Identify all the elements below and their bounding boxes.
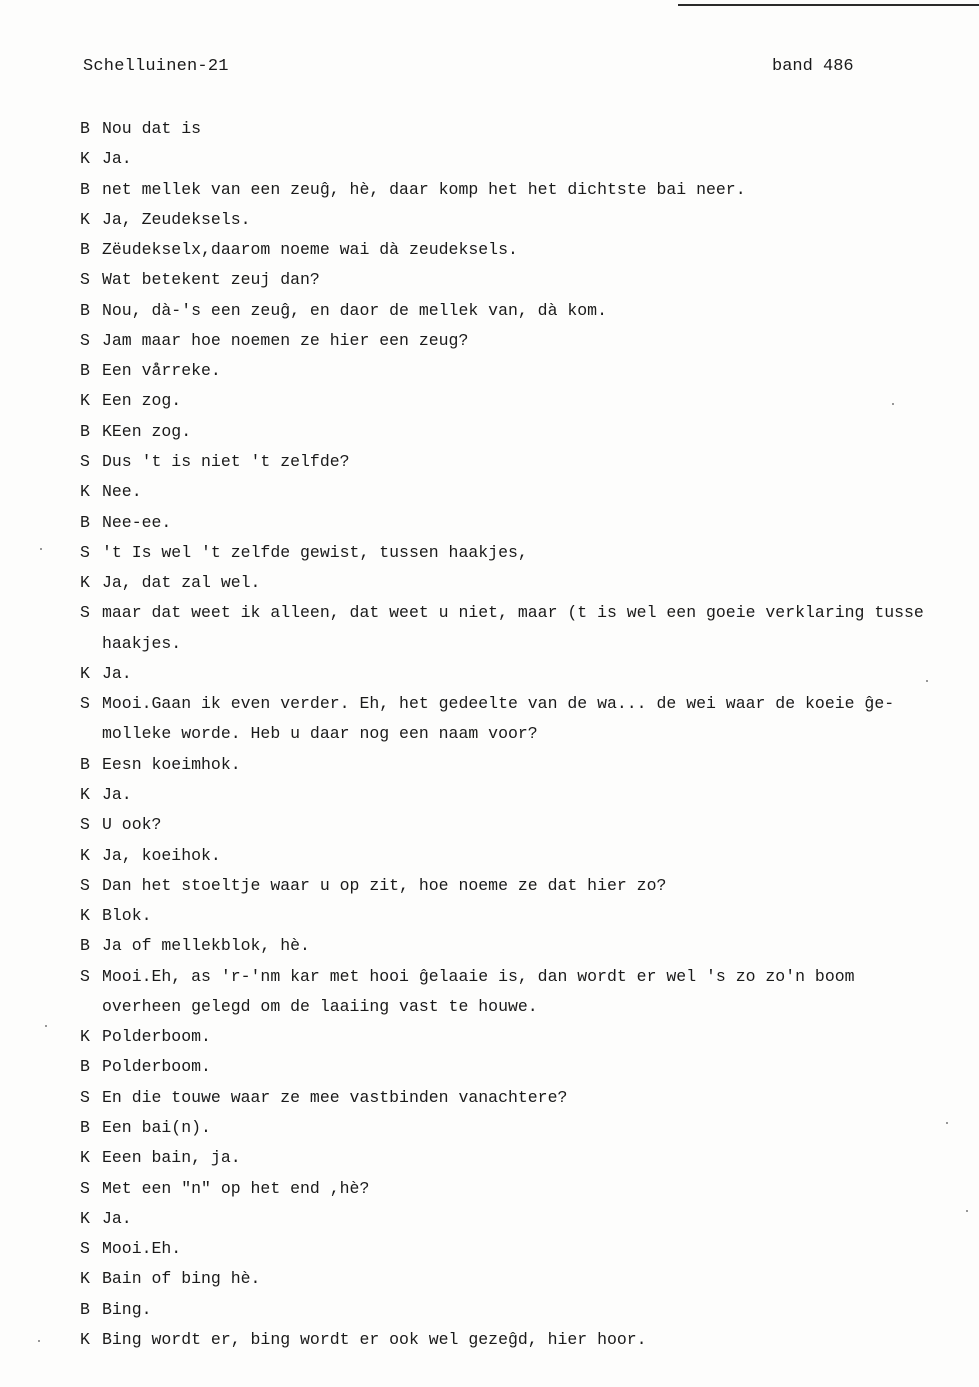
utterance-text: Nee-ee.	[102, 512, 172, 532]
utterance-text: KEen zog.	[102, 421, 192, 441]
speaker-label: S	[80, 966, 90, 986]
utterance-text: Polderboom.	[102, 1027, 211, 1047]
speaker-label: B	[80, 361, 90, 381]
transcript-line	[80, 875, 979, 897]
speaker-label: K	[80, 906, 90, 925]
utterance-text: Mooi.Eh, as 'r-'nm kar met hooi ĝelaaie is, dan wordt er wel 's zo zo'n boom	[102, 966, 855, 986]
utterance-text: Ja.	[102, 149, 132, 169]
transcript-line	[80, 179, 979, 201]
speaker-label: B	[80, 179, 90, 199]
transcript-line	[80, 330, 979, 352]
speaker-label: B	[80, 300, 90, 320]
speaker-label: S	[80, 270, 90, 290]
transcript-line	[80, 602, 979, 624]
utterance-text: net mellek van een zeuĝ, hè, daar komp het het dichtste bai neer.	[102, 179, 746, 199]
transcript-line	[80, 300, 979, 322]
transcript-line	[80, 148, 979, 170]
speaker-label: S	[80, 1087, 90, 1107]
speaker-label: K	[80, 391, 90, 411]
utterance-text: Een vårreke.	[102, 361, 221, 381]
transcript-line	[80, 1026, 979, 1048]
transcript-line	[80, 1117, 979, 1139]
speaker-label: K	[80, 845, 90, 865]
transcript-line	[80, 1299, 979, 1321]
transcript-line	[80, 663, 979, 685]
utterance-text: Nee.	[102, 482, 142, 502]
transcript-line	[80, 935, 979, 957]
utterance-text: Eesn koeimhok.	[102, 754, 241, 774]
speaker-label: B	[80, 754, 90, 774]
utterance-text: Blok.	[102, 906, 152, 925]
utterance-text: Nou dat is	[102, 119, 202, 138]
speaker-label: K	[80, 1027, 90, 1047]
utterance-text: Polderboom.	[102, 1057, 211, 1077]
utterance-text: Jam maar hoe noemen ze hier een zeug?	[102, 330, 469, 350]
scan-speck	[892, 403, 894, 405]
transcript-line	[80, 269, 979, 291]
transcript-line	[80, 784, 979, 806]
speaker-label: S	[80, 542, 90, 562]
speaker-label: B	[80, 1299, 90, 1319]
transcript-line	[80, 1329, 979, 1351]
utterance-text: Ja, dat zal wel.	[102, 573, 261, 592]
transcript-line	[80, 1268, 979, 1290]
utterance-text: Wat betekent zeuj dan?	[102, 270, 320, 290]
speaker-label: K	[80, 149, 90, 169]
speaker-label: K	[80, 573, 90, 592]
scan-speck	[926, 680, 928, 682]
transcript-line	[80, 693, 979, 715]
utterance-text: Ja of mellekblok, hè.	[102, 936, 310, 956]
utterance-text: Dan het stoeltje waar u op zit, hoe noeme ze dat hier zo?	[102, 875, 667, 895]
speaker-label: B	[80, 119, 90, 138]
speaker-label: B	[80, 240, 90, 260]
speaker-label: S	[80, 875, 90, 895]
speaker-label: S	[80, 694, 90, 714]
page-title: Schelluinen-21	[83, 57, 229, 76]
speaker-label: K	[80, 663, 90, 683]
utterance-text: Mooi.Gaan ik even verder. Eh, het gedeelte van de wa... de wei waar de koeie ĝe-	[102, 694, 895, 714]
transcript-line	[80, 1087, 979, 1109]
transcript-line	[80, 239, 979, 261]
speaker-label: S	[80, 603, 90, 623]
utterance-text: Met een "n" op het end ,hè?	[102, 1178, 370, 1198]
tape-number: band 486	[772, 57, 854, 76]
utterance-text: Bing wordt er, bing wordt er ook wel gezeĝd, hier hoor.	[102, 1329, 647, 1349]
transcript-line	[80, 118, 979, 140]
utterance-text: Ja.	[102, 663, 132, 683]
speaker-label: K	[80, 209, 90, 229]
speaker-label: B	[80, 421, 90, 441]
speaker-label: B	[80, 936, 90, 956]
utterance-text: Een zog.	[102, 391, 182, 411]
scan-speck	[38, 1340, 40, 1342]
utterance-text: haakjes.	[102, 633, 182, 653]
transcript-line	[80, 421, 979, 443]
transcript-line	[80, 1238, 979, 1260]
speaker-label: K	[80, 1208, 90, 1228]
utterance-text: Zëudekselx,daarom noeme wai dà zeudeksels.	[102, 240, 518, 260]
speaker-label: B	[80, 1117, 90, 1137]
utterance-text: Bain of bing hè.	[102, 1269, 261, 1289]
speaker-label: K	[80, 1269, 90, 1289]
speaker-label: K	[80, 784, 90, 804]
utterance-text: molleke worde. Heb u daar nog een naam voor?	[102, 724, 538, 744]
utterance-text: Eeen bain, ja.	[102, 1148, 241, 1168]
transcript-line	[80, 512, 979, 534]
scan-speck	[946, 1122, 948, 1124]
transcript-line	[80, 1178, 979, 1200]
scan-speck	[966, 1210, 968, 1212]
transcript-line	[80, 542, 979, 564]
utterance-text: U ook?	[102, 815, 162, 835]
speaker-label: S	[80, 815, 90, 835]
speaker-label: B	[80, 512, 90, 532]
scan-speck	[45, 1025, 47, 1027]
speaker-label: K	[80, 482, 90, 502]
transcript-line-continuation	[80, 996, 979, 1018]
utterance-text: Mooi.Eh.	[102, 1239, 182, 1258]
transcript-line	[80, 572, 979, 594]
transcript-line-continuation	[80, 633, 979, 655]
transcript-line	[80, 754, 979, 776]
utterance-text: overheen gelegd om de laaiing vast te houwe.	[102, 996, 538, 1016]
utterance-text: 't Is wel 't zelfde gewist, tussen haakjes,	[102, 542, 528, 562]
utterance-text: maar dat weet ik alleen, dat weet u niet, maar (t is wel een goeie verklaring tusse	[102, 603, 924, 623]
transcript-line	[80, 1147, 979, 1169]
transcript-line	[80, 966, 979, 988]
speaker-label: K	[80, 1329, 90, 1349]
speaker-label: S	[80, 1239, 90, 1258]
transcript-line	[80, 845, 979, 867]
speaker-label: K	[80, 1148, 90, 1168]
speaker-label: B	[80, 1057, 90, 1077]
transcript-line	[80, 481, 979, 503]
utterance-text: En die touwe waar ze mee vastbinden vanachtere?	[102, 1087, 568, 1107]
utterance-text: Nou, dà-'s een zeuĝ, en daor de mellek van, dà kom.	[102, 300, 607, 320]
transcript-line	[80, 451, 979, 473]
utterance-text: Ja, Zeudeksels.	[102, 209, 251, 229]
transcript-line	[80, 905, 979, 927]
transcript-line	[80, 1208, 979, 1230]
scan-speck	[40, 548, 42, 550]
transcript-line	[80, 390, 979, 412]
utterance-text: Dus 't is niet 't zelfde?	[102, 452, 350, 471]
speaker-label: S	[80, 1178, 90, 1198]
utterance-text: Ja.	[102, 784, 132, 804]
utterance-text: Bing.	[102, 1299, 152, 1319]
utterance-text: Ja.	[102, 1208, 132, 1228]
speaker-label: S	[80, 452, 90, 471]
speaker-label: S	[80, 330, 90, 350]
transcript-line	[80, 360, 979, 382]
transcript-line	[80, 209, 979, 231]
utterance-text: Ja, koeihok.	[102, 845, 221, 865]
utterance-text: Een bai(n).	[102, 1117, 211, 1137]
transcript-line	[80, 1056, 979, 1078]
transcript-line-continuation	[80, 723, 979, 745]
transcript-line	[80, 814, 979, 836]
